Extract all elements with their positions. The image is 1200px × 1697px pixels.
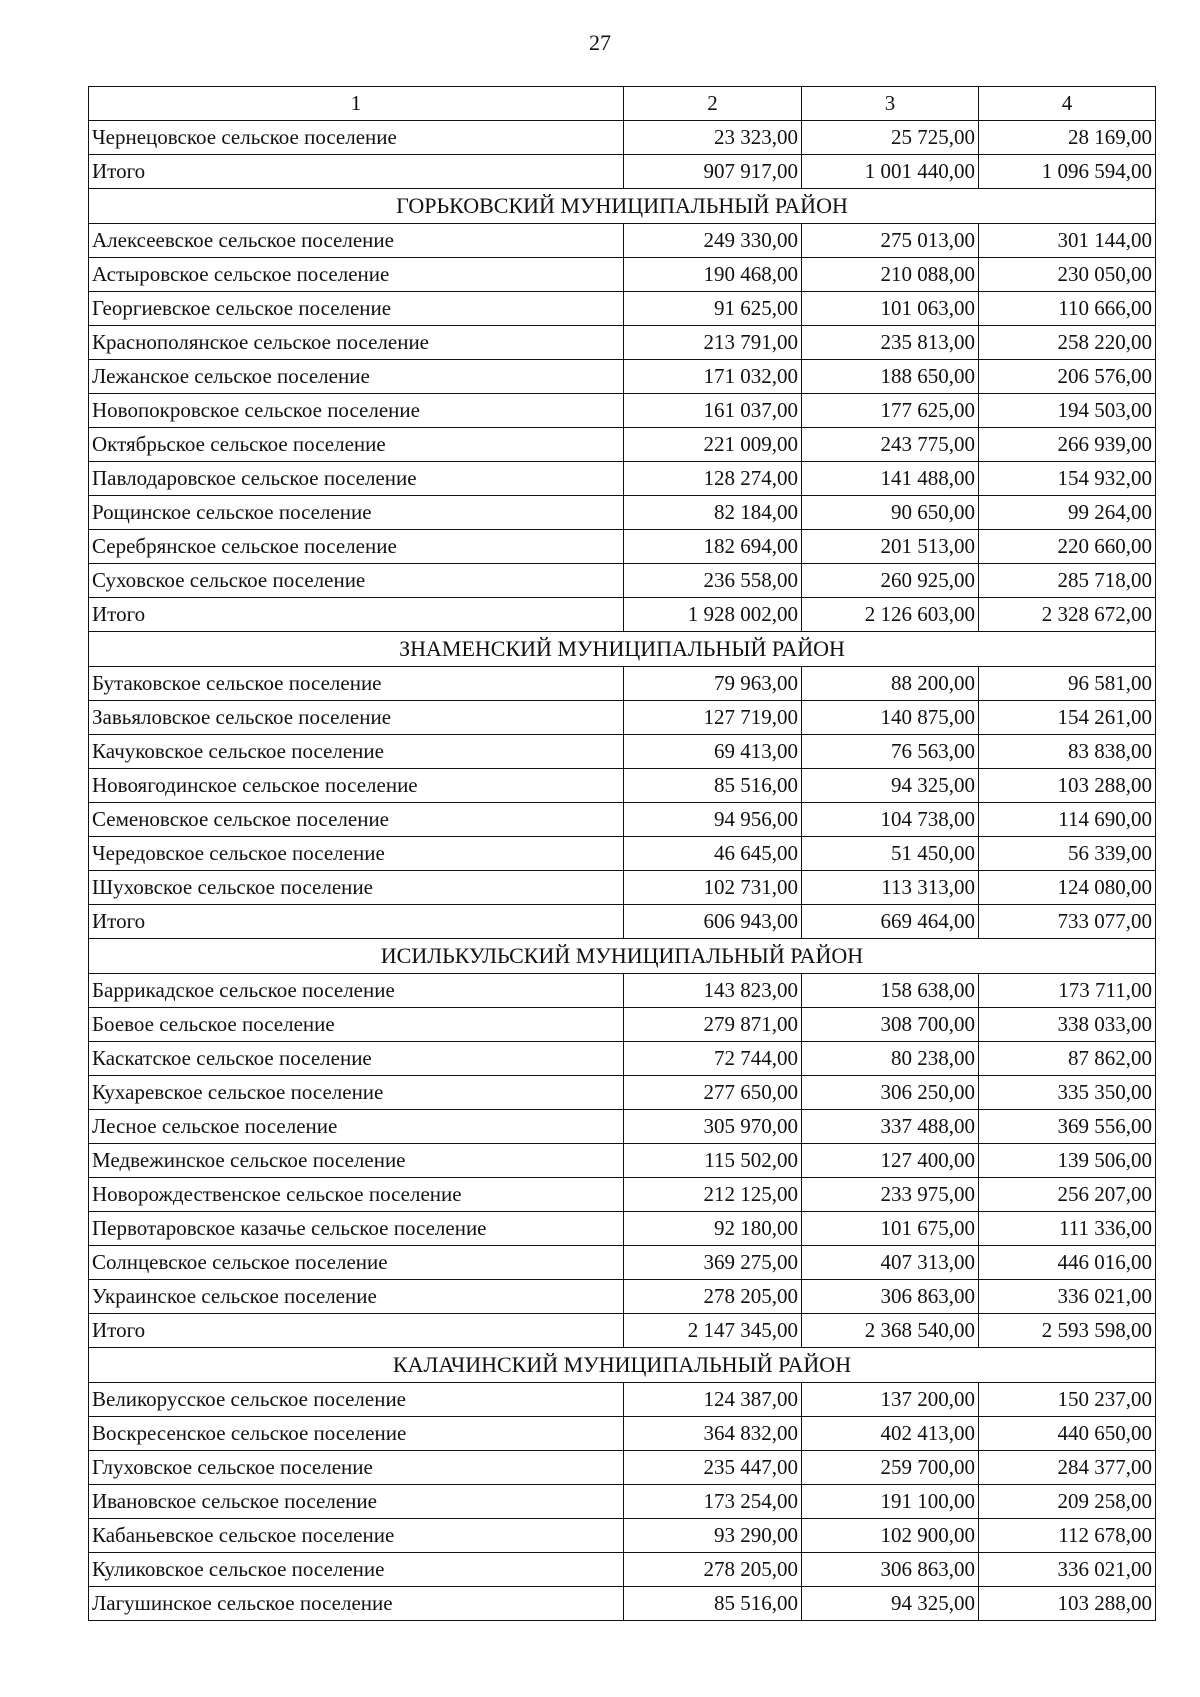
- value-cell-col-2: 182 694,00: [624, 530, 802, 564]
- table-row: [89, 258, 1156, 292]
- table-row: [89, 1042, 1156, 1076]
- value-cell-col-2: 46 645,00: [624, 837, 802, 871]
- table-body: [89, 121, 1156, 1621]
- value-cell-col-4: 150 237,00: [979, 1383, 1156, 1417]
- settlement-name-cell: Бутаковское сельское поселение: [89, 667, 624, 701]
- value-cell-col-4: 124 080,00: [979, 871, 1156, 905]
- table-row: [89, 394, 1156, 428]
- value-cell-col-2: 79 963,00: [624, 667, 802, 701]
- settlement-name-cell: Шуховское сельское поселение: [89, 871, 624, 905]
- district-heading: КАЛАЧИНСКИЙ МУНИЦИПАЛЬНЫЙ РАЙОН: [89, 1348, 1156, 1383]
- value-cell-col-2: 173 254,00: [624, 1485, 802, 1519]
- settlement-name-cell: Кабаньевское сельское поселение: [89, 1519, 624, 1553]
- value-cell-col-4: 103 288,00: [979, 769, 1156, 803]
- total-row: [89, 598, 1156, 632]
- settlement-name-cell: Первотаровское казачье сельское поселение: [89, 1212, 624, 1246]
- district-heading-row: [89, 939, 1156, 974]
- value-cell-col-3: 308 700,00: [802, 1008, 979, 1042]
- value-cell-col-2: 161 037,00: [624, 394, 802, 428]
- value-cell-col-2: 72 744,00: [624, 1042, 802, 1076]
- value-cell-col-2: 91 625,00: [624, 292, 802, 326]
- settlement-name-cell: Украинское сельское поселение: [89, 1280, 624, 1314]
- value-cell-col-2: 278 205,00: [624, 1553, 802, 1587]
- settlement-name-cell: Георгиевское сельское поселение: [89, 292, 624, 326]
- district-heading-row: [89, 632, 1156, 667]
- settlement-name-cell: Итого: [89, 598, 624, 632]
- settlement-name-cell: Краснополянское сельское поселение: [89, 326, 624, 360]
- table-row: [89, 1587, 1156, 1621]
- value-cell-col-3: 113 313,00: [802, 871, 979, 905]
- value-cell-col-3: 140 875,00: [802, 701, 979, 735]
- table-row: [89, 1076, 1156, 1110]
- value-cell-col-4: 112 678,00: [979, 1519, 1156, 1553]
- value-cell-col-4: 440 650,00: [979, 1417, 1156, 1451]
- district-heading-row: [89, 1348, 1156, 1383]
- settlement-name-cell: Чередовское сельское поселение: [89, 837, 624, 871]
- value-cell-col-3: 191 100,00: [802, 1485, 979, 1519]
- value-cell-col-4: 2 328 672,00: [979, 598, 1156, 632]
- district-heading: ЗНАМЕНСКИЙ МУНИЦИПАЛЬНЫЙ РАЙОН: [89, 632, 1156, 667]
- value-cell-col-4: 446 016,00: [979, 1246, 1156, 1280]
- settlement-name-cell: Боевое сельское поселение: [89, 1008, 624, 1042]
- settlement-name-cell: Итого: [89, 905, 624, 939]
- value-cell-col-4: 1 096 594,00: [979, 155, 1156, 189]
- value-cell-col-2: 236 558,00: [624, 564, 802, 598]
- settlement-name-cell: Павлодаровское сельское поселение: [89, 462, 624, 496]
- value-cell-col-2: 278 205,00: [624, 1280, 802, 1314]
- value-cell-col-4: 733 077,00: [979, 905, 1156, 939]
- value-cell-col-4: 256 207,00: [979, 1178, 1156, 1212]
- table-row: [89, 428, 1156, 462]
- value-cell-col-4: 2 593 598,00: [979, 1314, 1156, 1348]
- table-row: [89, 1485, 1156, 1519]
- value-cell-col-3: 402 413,00: [802, 1417, 979, 1451]
- table-row: [89, 1212, 1156, 1246]
- table-row: [89, 803, 1156, 837]
- value-cell-col-3: 90 650,00: [802, 496, 979, 530]
- settlement-name-cell: Качуковское сельское поселение: [89, 735, 624, 769]
- settlement-name-cell: Ивановское сельское поселение: [89, 1485, 624, 1519]
- value-cell-col-3: 104 738,00: [802, 803, 979, 837]
- settlement-name-cell: Солнцевское сельское поселение: [89, 1246, 624, 1280]
- value-cell-col-4: 28 169,00: [979, 121, 1156, 155]
- total-row: [89, 1314, 1156, 1348]
- value-cell-col-4: 336 021,00: [979, 1280, 1156, 1314]
- value-cell-col-2: 364 832,00: [624, 1417, 802, 1451]
- value-cell-col-3: 25 725,00: [802, 121, 979, 155]
- value-cell-col-3: 141 488,00: [802, 462, 979, 496]
- value-cell-col-2: 369 275,00: [624, 1246, 802, 1280]
- value-cell-col-4: 114 690,00: [979, 803, 1156, 837]
- value-cell-col-4: 173 711,00: [979, 974, 1156, 1008]
- value-cell-col-3: 102 900,00: [802, 1519, 979, 1553]
- value-cell-col-3: 51 450,00: [802, 837, 979, 871]
- column-header-4: 4: [979, 87, 1156, 121]
- value-cell-col-3: 275 013,00: [802, 224, 979, 258]
- table-row: [89, 871, 1156, 905]
- value-cell-col-3: 158 638,00: [802, 974, 979, 1008]
- table-row: [89, 326, 1156, 360]
- value-cell-col-2: 127 719,00: [624, 701, 802, 735]
- header-row: [89, 87, 1156, 121]
- value-cell-col-4: 206 576,00: [979, 360, 1156, 394]
- table-row: [89, 1110, 1156, 1144]
- table-row: [89, 530, 1156, 564]
- value-cell-col-2: 212 125,00: [624, 1178, 802, 1212]
- value-cell-col-3: 188 650,00: [802, 360, 979, 394]
- value-cell-col-2: 94 956,00: [624, 803, 802, 837]
- value-cell-col-4: 110 666,00: [979, 292, 1156, 326]
- value-cell-col-2: 92 180,00: [624, 1212, 802, 1246]
- table-row: [89, 496, 1156, 530]
- settlement-name-cell: Лагушинское сельское поселение: [89, 1587, 624, 1621]
- table-row: [89, 1144, 1156, 1178]
- value-cell-col-3: 235 813,00: [802, 326, 979, 360]
- column-header-2: 2: [624, 87, 802, 121]
- settlement-name-cell: Великорусское сельское поселение: [89, 1383, 624, 1417]
- value-cell-col-3: 243 775,00: [802, 428, 979, 462]
- value-cell-col-2: 190 468,00: [624, 258, 802, 292]
- table-row: [89, 1246, 1156, 1280]
- table-row: [89, 1178, 1156, 1212]
- value-cell-col-4: 194 503,00: [979, 394, 1156, 428]
- value-cell-col-4: 99 264,00: [979, 496, 1156, 530]
- value-cell-col-4: 209 258,00: [979, 1485, 1156, 1519]
- settlement-name-cell: Воскресенское сельское поселение: [89, 1417, 624, 1451]
- district-heading: ИСИЛЬКУЛЬСКИЙ МУНИЦИПАЛЬНЫЙ РАЙОН: [89, 939, 1156, 974]
- value-cell-col-2: 23 323,00: [624, 121, 802, 155]
- value-cell-col-2: 115 502,00: [624, 1144, 802, 1178]
- settlement-name-cell: Лесное сельское поселение: [89, 1110, 624, 1144]
- value-cell-col-3: 306 863,00: [802, 1553, 979, 1587]
- value-cell-col-2: 235 447,00: [624, 1451, 802, 1485]
- table-row: [89, 1451, 1156, 1485]
- settlement-name-cell: Итого: [89, 155, 624, 189]
- column-header-1: 1: [89, 87, 624, 121]
- settlement-name-cell: Баррикадское сельское поселение: [89, 974, 624, 1008]
- table-row: [89, 121, 1156, 155]
- value-cell-col-2: 124 387,00: [624, 1383, 802, 1417]
- table-row: [89, 667, 1156, 701]
- settlement-name-cell: Медвежинское сельское поселение: [89, 1144, 624, 1178]
- value-cell-col-2: 128 274,00: [624, 462, 802, 496]
- value-cell-col-4: 336 021,00: [979, 1553, 1156, 1587]
- value-cell-col-3: 669 464,00: [802, 905, 979, 939]
- value-cell-col-2: 102 731,00: [624, 871, 802, 905]
- value-cell-col-2: 93 290,00: [624, 1519, 802, 1553]
- settlement-name-cell: Итого: [89, 1314, 624, 1348]
- value-cell-col-4: 103 288,00: [979, 1587, 1156, 1621]
- value-cell-col-4: 220 660,00: [979, 530, 1156, 564]
- value-cell-col-2: 1 928 002,00: [624, 598, 802, 632]
- value-cell-col-2: 249 330,00: [624, 224, 802, 258]
- value-cell-col-3: 2 126 603,00: [802, 598, 979, 632]
- settlement-name-cell: Рощинское сельское поселение: [89, 496, 624, 530]
- value-cell-col-3: 177 625,00: [802, 394, 979, 428]
- table-header: [89, 87, 1156, 121]
- value-cell-col-3: 76 563,00: [802, 735, 979, 769]
- budget-table: [88, 86, 1156, 1621]
- value-cell-col-2: 213 791,00: [624, 326, 802, 360]
- settlement-name-cell: Кухаревское сельское поселение: [89, 1076, 624, 1110]
- table-row: [89, 360, 1156, 394]
- value-cell-col-2: 305 970,00: [624, 1110, 802, 1144]
- value-cell-col-3: 80 238,00: [802, 1042, 979, 1076]
- table-row: [89, 1280, 1156, 1314]
- value-cell-col-2: 221 009,00: [624, 428, 802, 462]
- settlement-name-cell: Алексеевское сельское поселение: [89, 224, 624, 258]
- value-cell-col-3: 88 200,00: [802, 667, 979, 701]
- value-cell-col-4: 338 033,00: [979, 1008, 1156, 1042]
- table-row: [89, 462, 1156, 496]
- value-cell-col-4: 56 339,00: [979, 837, 1156, 871]
- table-row: [89, 974, 1156, 1008]
- table-row: [89, 769, 1156, 803]
- value-cell-col-3: 337 488,00: [802, 1110, 979, 1144]
- table-row: [89, 735, 1156, 769]
- district-heading: ГОРЬКОВСКИЙ МУНИЦИПАЛЬНЫЙ РАЙОН: [89, 189, 1156, 224]
- value-cell-col-3: 306 250,00: [802, 1076, 979, 1110]
- value-cell-col-3: 233 975,00: [802, 1178, 979, 1212]
- value-cell-col-3: 210 088,00: [802, 258, 979, 292]
- value-cell-col-2: 85 516,00: [624, 1587, 802, 1621]
- value-cell-col-3: 260 925,00: [802, 564, 979, 598]
- value-cell-col-4: 258 220,00: [979, 326, 1156, 360]
- value-cell-col-2: 277 650,00: [624, 1076, 802, 1110]
- value-cell-col-2: 143 823,00: [624, 974, 802, 1008]
- value-cell-col-2: 279 871,00: [624, 1008, 802, 1042]
- value-cell-col-3: 407 313,00: [802, 1246, 979, 1280]
- value-cell-col-2: 69 413,00: [624, 735, 802, 769]
- settlement-name-cell: Суховское сельское поселение: [89, 564, 624, 598]
- settlement-name-cell: Куликовское сельское поселение: [89, 1553, 624, 1587]
- value-cell-col-2: 606 943,00: [624, 905, 802, 939]
- table-row: [89, 1383, 1156, 1417]
- value-cell-col-2: 82 184,00: [624, 496, 802, 530]
- table-row: [89, 1519, 1156, 1553]
- value-cell-col-4: 335 350,00: [979, 1076, 1156, 1110]
- value-cell-col-3: 127 400,00: [802, 1144, 979, 1178]
- total-row: [89, 905, 1156, 939]
- value-cell-col-4: 96 581,00: [979, 667, 1156, 701]
- table-row: [89, 564, 1156, 598]
- settlement-name-cell: Октябрьское сельское поселение: [89, 428, 624, 462]
- settlement-name-cell: Лежанское сельское поселение: [89, 360, 624, 394]
- value-cell-col-2: 2 147 345,00: [624, 1314, 802, 1348]
- value-cell-col-4: 154 932,00: [979, 462, 1156, 496]
- value-cell-col-3: 306 863,00: [802, 1280, 979, 1314]
- settlement-name-cell: Глуховское сельское поселение: [89, 1451, 624, 1485]
- settlement-name-cell: Астыровское сельское поселение: [89, 258, 624, 292]
- settlement-name-cell: Новоягодинское сельское поселение: [89, 769, 624, 803]
- table-row: [89, 1553, 1156, 1587]
- value-cell-col-2: 171 032,00: [624, 360, 802, 394]
- value-cell-col-3: 2 368 540,00: [802, 1314, 979, 1348]
- value-cell-col-4: 284 377,00: [979, 1451, 1156, 1485]
- value-cell-col-4: 111 336,00: [979, 1212, 1156, 1246]
- value-cell-col-4: 266 939,00: [979, 428, 1156, 462]
- value-cell-col-3: 1 001 440,00: [802, 155, 979, 189]
- value-cell-col-4: 139 506,00: [979, 1144, 1156, 1178]
- settlement-name-cell: Каскатское сельское поселение: [89, 1042, 624, 1076]
- value-cell-col-4: 230 050,00: [979, 258, 1156, 292]
- settlement-name-cell: Серебрянское сельское поселение: [89, 530, 624, 564]
- value-cell-col-3: 259 700,00: [802, 1451, 979, 1485]
- page-number: 27: [589, 30, 611, 55]
- value-cell-col-4: 285 718,00: [979, 564, 1156, 598]
- value-cell-col-3: 101 063,00: [802, 292, 979, 326]
- column-header-3: 3: [802, 87, 979, 121]
- value-cell-col-3: 201 513,00: [802, 530, 979, 564]
- value-cell-col-3: 137 200,00: [802, 1383, 979, 1417]
- value-cell-col-4: 154 261,00: [979, 701, 1156, 735]
- value-cell-col-2: 907 917,00: [624, 155, 802, 189]
- settlement-name-cell: Новорождественское сельское поселение: [89, 1178, 624, 1212]
- total-row: [89, 155, 1156, 189]
- table-row: [89, 224, 1156, 258]
- table-row: [89, 1417, 1156, 1451]
- value-cell-col-4: 301 144,00: [979, 224, 1156, 258]
- value-cell-col-4: 369 556,00: [979, 1110, 1156, 1144]
- table-row: [89, 292, 1156, 326]
- value-cell-col-3: 94 325,00: [802, 769, 979, 803]
- settlement-name-cell: Чернецовское сельское поселение: [89, 121, 624, 155]
- table-row: [89, 1008, 1156, 1042]
- value-cell-col-3: 101 675,00: [802, 1212, 979, 1246]
- value-cell-col-2: 85 516,00: [624, 769, 802, 803]
- settlement-name-cell: Завьяловское сельское поселение: [89, 701, 624, 735]
- settlement-name-cell: Новопокровское сельское поселение: [89, 394, 624, 428]
- value-cell-col-3: 94 325,00: [802, 1587, 979, 1621]
- settlement-name-cell: Семеновское сельское поселение: [89, 803, 624, 837]
- table-row: [89, 837, 1156, 871]
- table-row: [89, 701, 1156, 735]
- district-heading-row: [89, 189, 1156, 224]
- value-cell-col-4: 87 862,00: [979, 1042, 1156, 1076]
- value-cell-col-4: 83 838,00: [979, 735, 1156, 769]
